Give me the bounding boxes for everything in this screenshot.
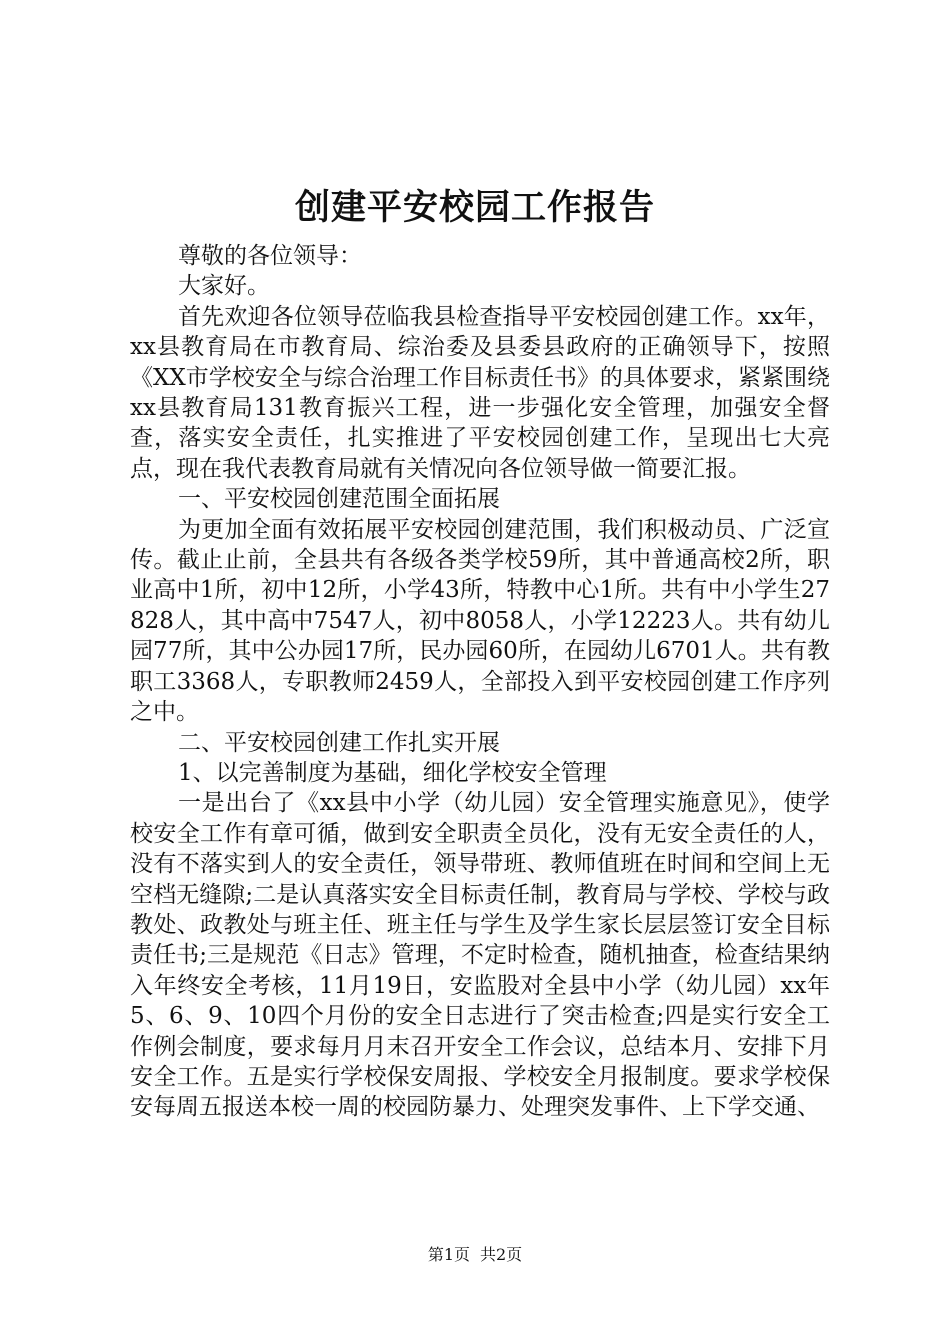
body-paragraph-measures: 一是出台了《xx县中小学（幼儿园）安全管理实施意见》，使学校安全工作有章可循，做到安全职责全员化，没有无安全责任的人，没有不落实到人的安全责任，领导带班、教师值班在时间和空间上无空档无缝隙;二是认真落实安全目标责任制，教育局与学校、学校与政教处、政教处与班主任、班主任与学生及学生家长层层签订安全目标责任书;三是规范《日志》管理，不定时检查，随机抽查，检查结果纳入年终安全考核，11月19日，安监股对全县中小学（幼儿园）xx年5、6、9、10四个月份的安全日志进行了突击检查;四是实行安全工作例会制度，要求每月月末召开安全工作会议，总结本月、安排下月安全工作。五是实行学校保安周报、学校安全月报制度。要求学校保安每周五报送本校一周的校园防暴力、处理突发事件、上下学交通、: [130, 790, 830, 1121]
document-title: 创建平安校园工作报告: [294, 187, 655, 228]
page-footer: [0, 1245, 950, 1265]
subsection-heading-1: 1、以完善制度为基础，细化学校安全管理: [178, 759, 607, 786]
document-body: [130, 241, 830, 1123]
section-heading-1: 一、平安校园创建范围全面拓展: [178, 486, 500, 513]
salutation: 尊敬的各位领导：: [178, 243, 362, 269]
body-paragraph-intro: 首先欢迎各位领导莅临我县检查指导平安校园创建工作。xx年，xx县教育局在市教育局、综治委及县委县政府的正确领导下，按照《XX市学校安全与综合治理工作目标责任书》的具体要求，紧紧围绕xx县教育局131教育振兴工程，进一步强化安全管理，加强安全督查，落实安全责任，扎实推进了平安校园创建工作，呈现出七大亮点，现在我代表教育局就有关情况向各位领导做一简要汇报。: [130, 303, 830, 482]
page-total: 共2页: [480, 1245, 523, 1264]
body-paragraph-scope: 为更加全面有效拓展平安校园创建范围，我们积极动员、广泛宣传。截止止前，全县共有各级各类学校59所，其中普通高校2所，职业高中1所，初中12所，小学43所，特教中心1所。共有中小学生27828人，其中高中7547人，初中8058人，小学12223人。共有幼儿园77所，其中公办园17所，民办园60所，在园幼儿6701人。共有教职工3368人，专职教师2459人，全部投入到平安校园创建工作序列之中。: [130, 516, 830, 726]
page-number: 第1页: [427, 1245, 470, 1264]
section-heading-2: 二、平安校园创建工作扎实开展: [178, 729, 500, 756]
greeting: 大家好。: [178, 273, 270, 300]
